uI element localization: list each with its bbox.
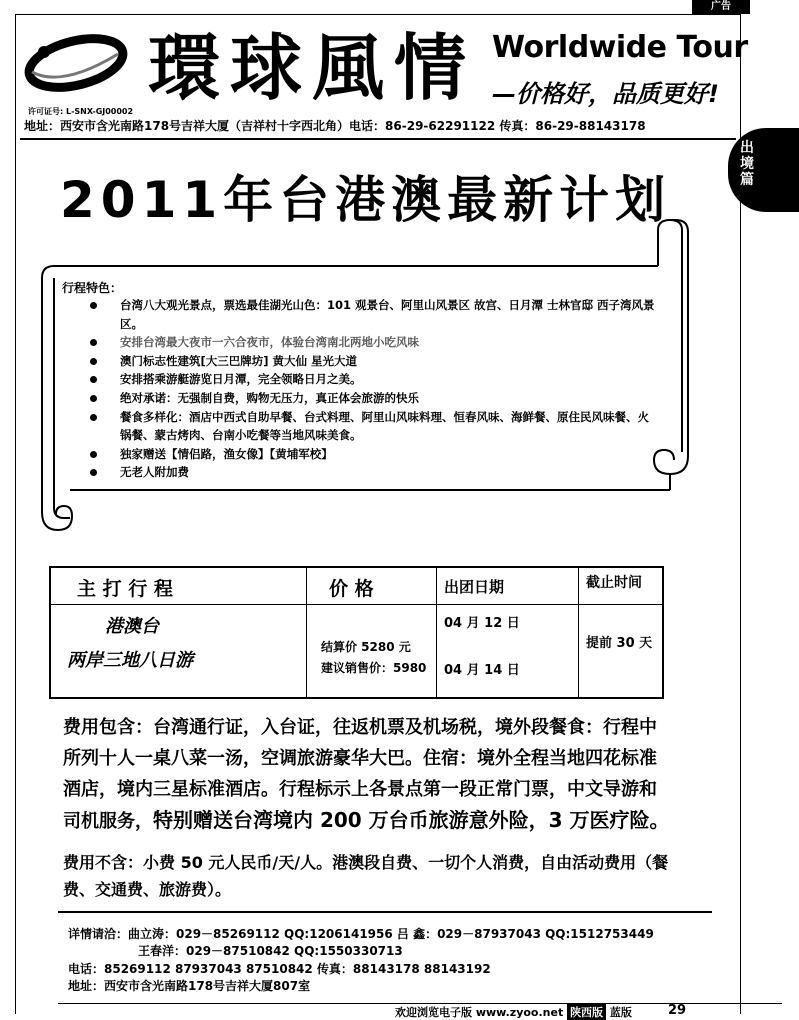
list-item [90,296,656,333]
list-item [90,463,656,482]
feature-text: 餐食多样化：酒店中西式自助早餐、台式料理、阿里山风味料理、恒春风味、海鲜餐、原住民风味餐、火锅餐、蒙古烤肉、台南小吃餐等当地风味美食。 [120,409,649,443]
header-divider [20,138,736,140]
ad-tag: 广告 [692,0,750,14]
route-desc: 两岸三地八日游 [67,650,193,671]
fees-excluded: 费用不含：小费 50 元人民币/天/人。港澳段自费、一切个人消费，自由活动费用（餐费、交通费、旅游费）。 [63,853,669,899]
list-item [90,445,656,464]
table-col-divider [578,568,579,697]
bullet-icon [90,414,97,421]
price-suggest: 建议销售价：5980 [321,661,427,675]
bullet-icon [90,302,97,309]
bullet-icon [90,395,97,402]
section-tab [728,128,799,212]
list-item [90,389,656,408]
brand-name-en: Worldwide Tour [492,30,748,65]
section-tab-label: 出境篇 [740,140,754,188]
brand-name-cn: 環球風情 [148,25,477,110]
feature-text: 澳门标志性建筑[大三巴牌坊] 黄大仙 星光大道 [120,353,358,368]
table-header-route: 主 打 行 程 [77,578,173,600]
company-address-line: 地址：西安市含光南路178号吉祥大厦（吉祥村十字西北角）电话：86-29-62291122 传真：86-29-88143178 [24,119,646,133]
page-frame-top [15,14,741,15]
table-header-deadline: 截止时间 [586,575,642,591]
page-frame-left [15,14,16,1014]
route-name: 港澳台 [105,616,159,637]
table-header-date: 出团日期 [444,578,505,596]
contact-divider [58,911,712,913]
brand-logo-icon [22,34,130,92]
insurance-highlight: 特别赠送台湾境内 200 万台币旅游意外险，3 万医疗险。 [153,808,670,832]
bullet-icon [90,358,97,365]
fees-included-text: 费用包含：台湾通行证，入台证，往返机票及机场税，境外段餐食：行程中所列十人一桌八菜一汤，空调旅游豪华大巴。住宿：境外全程当地四花标准酒店，境内三星标准酒店。行程标示上各景点第一段正常门票，中文导游和司机服务， [63,717,657,832]
list-item [90,408,656,445]
bullet-icon [90,339,97,346]
feature-text: 安排台湾最大夜市一六合夜市，体验台湾南北两地小吃风味 [120,335,419,350]
table-header-divider [51,604,662,605]
page-title: 2011年台港澳最新计划 [60,171,672,229]
contact-address: 地址：西安市含光南路178号吉祥大厦807室 [68,979,311,993]
tour-table [49,566,664,699]
list-item [90,333,656,352]
departure-date-2: 04 月 14 日 [444,663,520,678]
table-col-divider [436,568,437,697]
price-settle: 结算价 5280 元 [321,640,411,654]
departure-date-1: 04 月 12 日 [444,616,520,631]
contact-line-2: 王春洋：029－87510842 QQ:1550330713 [138,944,403,958]
list-item [90,352,656,371]
footer [395,1004,632,1020]
table-header-price: 价 格 [329,578,374,600]
feature-text: 安排搭乘游艇游览日月潭，完全领略日月之美。 [120,372,362,387]
footer-website[interactable]: 欢迎浏览电子版 www.zyoo.net [395,1006,564,1019]
bullet-icon [90,376,97,383]
table-col-divider [306,568,307,697]
bullet-icon [90,469,97,476]
license-number: 许可证号: L-SNX-GJ00002 [28,107,134,116]
contact-line-1: 详情请洽：曲立涛：029－85269112 QQ:1206141956 吕 鑫：029－87937043 QQ:1512753449 [68,927,654,941]
fees-included [63,712,673,837]
feature-text: 无老人附加费 [120,465,189,480]
list-item [90,370,656,389]
page-number: 29 [668,1003,687,1018]
feature-text: 台湾八大观光景点，票选最佳湖光山色：101 观景台、阿里山风景区 故宫、日月潭 士林官邸 西子湾风景区。 [120,298,655,331]
deadline-value: 提前 30 天 [586,636,653,651]
feature-text: 独家赠送【情侣路，渔女像】【黄埔军校】 [120,446,333,461]
contact-phones: 电话：85269112 87937043 87510842 传真：88143178 88143192 [68,962,491,976]
brand-slogan: —价格好，品质更好! [492,80,719,108]
edition-badge: 陕西版 [567,1004,606,1020]
edition-label: 蓝版 [609,1006,632,1019]
bullet-icon [90,451,97,458]
features-list [90,296,656,482]
feature-text: 绝对承诺：无强制自费，购物无压力，真正体会旅游的快乐 [120,390,419,405]
features-title: 行程特色： [62,281,123,295]
